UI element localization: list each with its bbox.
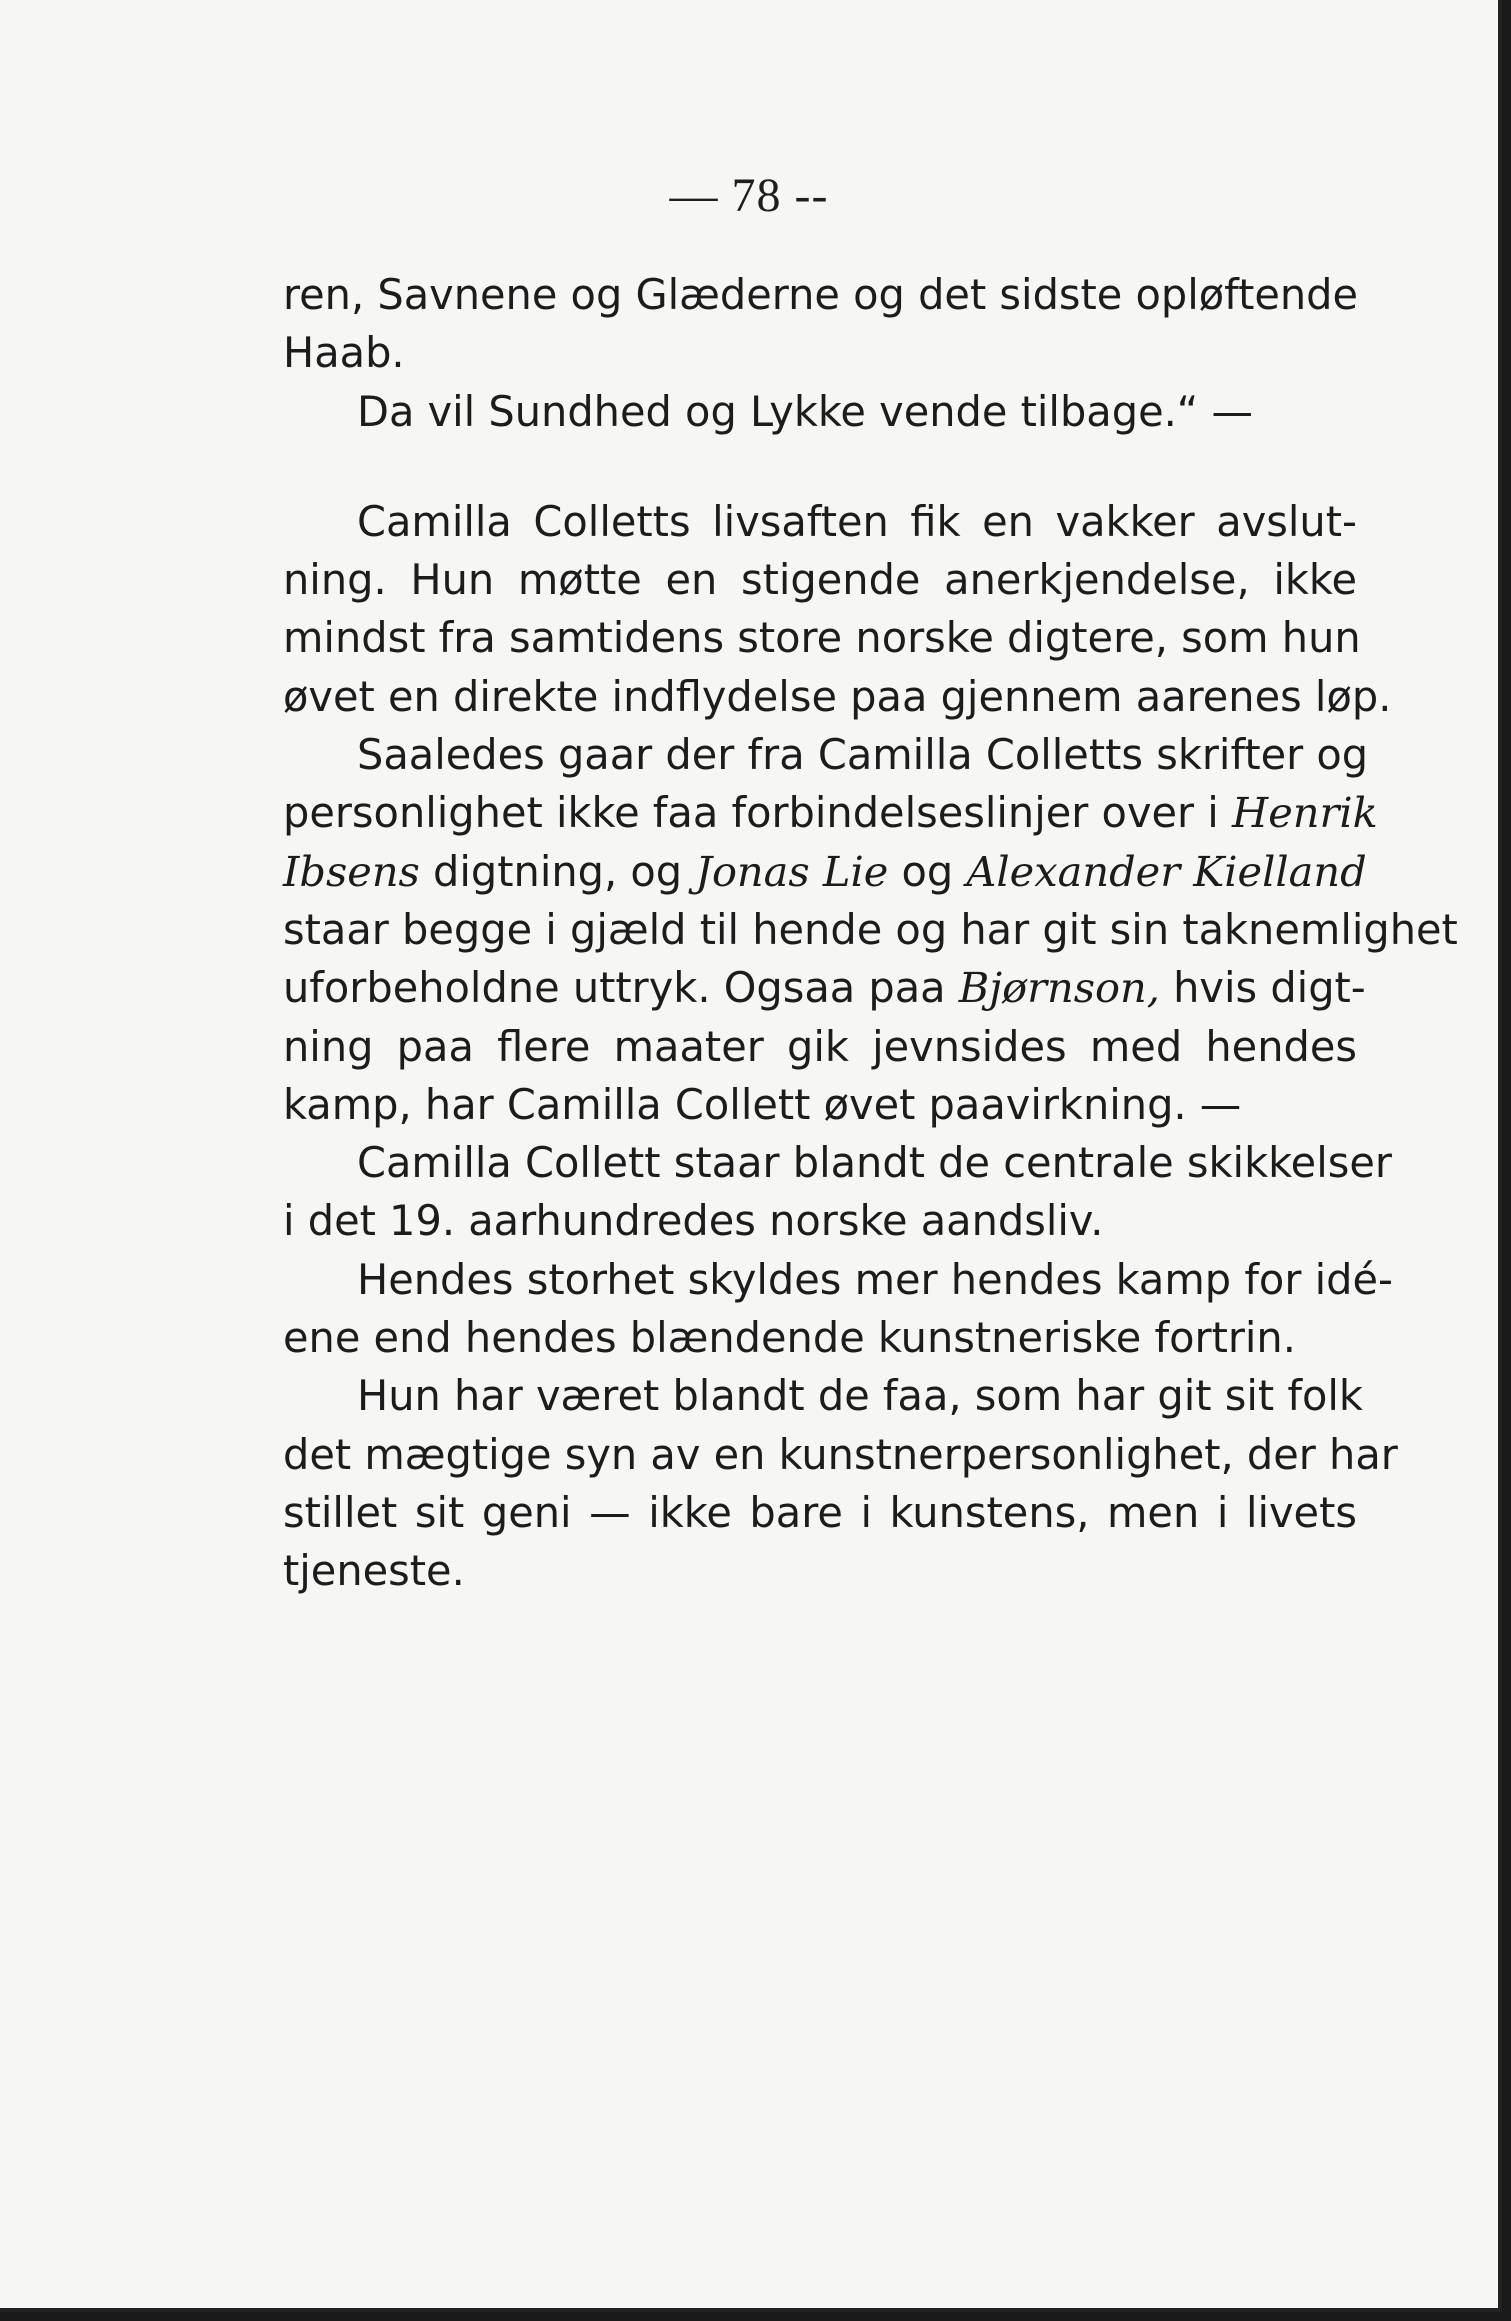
text-run: personlighet ikke faa forbindelseslinjer over i <box>283 788 1233 838</box>
text-run: hvis digt- <box>1159 963 1366 1013</box>
text-run: uforbeholdne uttryk. Ogsaa paa <box>283 963 959 1013</box>
text-line <box>283 1426 1398 1484</box>
text-run: kamp, har Camilla Collett øvet paavirkning. — <box>283 1079 1242 1129</box>
text-run: staar begge i gjæld til hende og har git sin taknemlighet <box>283 904 1458 954</box>
text-line <box>283 1192 1357 1250</box>
text-run: Saaledes gaar der fra Camilla Colletts skrifter og <box>357 730 1369 780</box>
text-run: ning paa flere maater gik jevnsides med hendes <box>283 1021 1357 1071</box>
text-line <box>283 1309 1357 1367</box>
text-run: Hun har været blandt de faa, som har git sit folk <box>357 1371 1363 1421</box>
text-line <box>283 784 1378 842</box>
italic-name: Bjørnson, <box>958 963 1160 1013</box>
text-run: ning. Hun møtte en stigende anerkjendelse, ikke <box>283 555 1357 605</box>
italic-name: Henrik <box>1232 788 1378 838</box>
text-run: Haab. <box>283 328 405 378</box>
text-run: det mægtige syn av en kunstnerpersonlighet, der har <box>283 1429 1398 1479</box>
text-line <box>283 1076 1357 1134</box>
text-line <box>283 266 1357 324</box>
text-line <box>283 843 1367 901</box>
text-line <box>283 1367 1363 1425</box>
text-run: ene end hendes blændende kunstneriske fortrin. <box>283 1313 1296 1363</box>
body-text <box>283 266 1458 1601</box>
paragraph-gap <box>283 441 1357 493</box>
text-run: Da vil Sundhed og Lykke vende tilbage.“ — <box>357 386 1253 436</box>
text-line <box>283 1484 1357 1542</box>
text-line <box>283 726 1369 784</box>
text-run: i det 19. aarhundredes norske aandsliv. <box>283 1196 1104 1246</box>
text-run: stillet sit geni — ikke bare i kunstens, men i livets <box>283 1487 1357 1537</box>
text-line <box>283 551 1357 609</box>
text-line <box>283 668 1392 726</box>
text-line <box>283 901 1458 959</box>
text-line <box>283 493 1357 551</box>
text-run: og <box>888 846 967 896</box>
text-line <box>283 1018 1357 1076</box>
text-run: tjeneste. <box>283 1546 465 1596</box>
text-run: Hendes storhet skyldes mer hendes kamp for idé- <box>357 1254 1393 1304</box>
italic-name: Jonas Lie <box>695 846 889 896</box>
italic-name: Alexander Kielland <box>966 846 1367 896</box>
text-run: Camilla Collett staar blandt de centrale skikkelser <box>357 1138 1392 1188</box>
text-line <box>283 324 1357 382</box>
text-run: digtning, og <box>419 846 696 896</box>
text-line <box>283 1542 1357 1600</box>
text-run: mindst fra samtidens store norske digtere, som hun <box>283 613 1361 663</box>
text-line <box>283 609 1361 667</box>
italic-name: Ibsens <box>283 846 420 896</box>
text-line <box>283 1134 1392 1192</box>
text-line <box>283 383 1357 441</box>
text-run: ren, Savnene og Glæderne og det sidste opløftende <box>283 270 1359 319</box>
text-run: Camilla Colletts livsaften fik en vakker avslut- <box>357 496 1357 546</box>
text-line <box>283 959 1366 1017</box>
page-number: — 78 -- <box>669 169 829 222</box>
text-run: øvet en direkte indflydelse paa gjennem aarenes løp. <box>283 671 1392 721</box>
text-line <box>283 1251 1393 1309</box>
